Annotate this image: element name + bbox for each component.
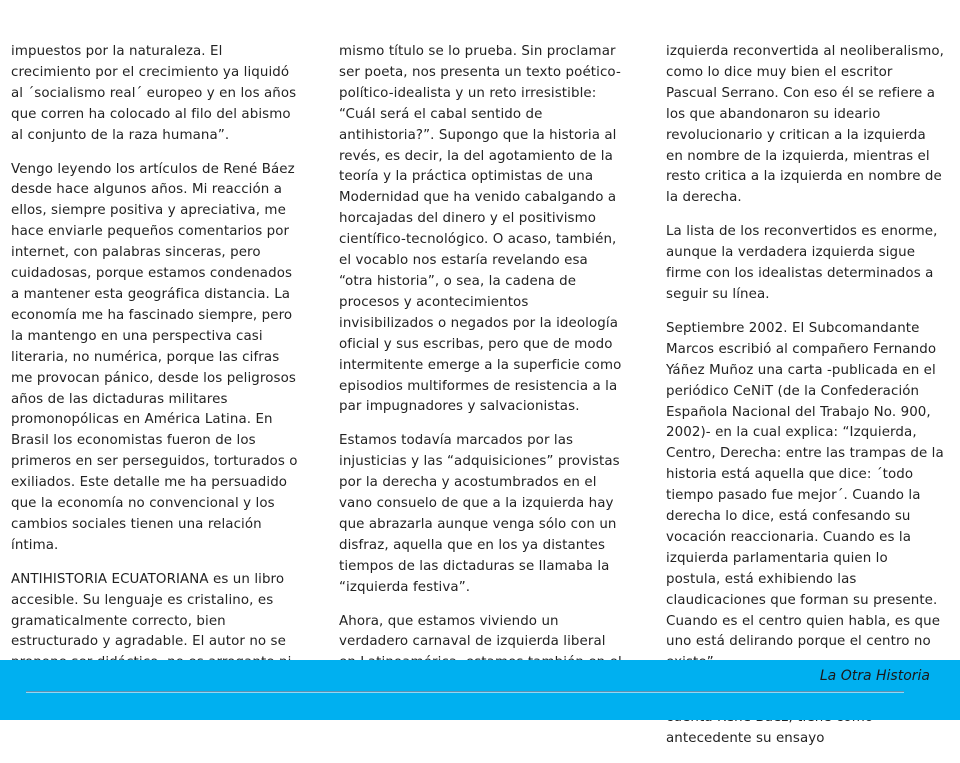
paragraph: ANTIHISTORIA ECUATORIANA es un libro accesible. Su lenguaje es cristalino, es gramaticalmente correcto, bien estructurado y agradable. El autor no se bbox=[11, 571, 286, 650]
paragraph: mismo título se lo prueba. Sin proclamar ser poeta, nos presenta un texto poético-político-idealista y un reto irresistible: “Cuál será el cabal sentido de antihistoria?”. Supongo que la historia al revés, es decir, la del agotamiento de la teoría y la práctica optimistas de una Modernidad que ha venido cabalgando a horcajadas del dinero y el positivismo científico-tecnológico. O acaso, también, el vocablo nos estaría revelando esa “otra historia”, o sea, la cadena de procesos y acontecimientos invisibilizados o negados por la ideología oficial y sus escribas, pero que de modo intermitente emerge a la superficie como episodios multiformes de resistencia a la par impugnadores y salvacionistas. bbox=[339, 44, 622, 415]
paragraph: Vengo leyendo los artículos de René Báez desde hace algunos años. Mi reacción a ellos, siempre positiva y apreciativa, me hace enviarle pequeños comentarios por internet, con palabras sinceras, pero cuidadosas, porque estamos condenados a mantener esta geográfica distancia. La economía me ha fascinado siempre, pero la mantengo en una perspectiva casi literaria, no numérica, porque las cifras me provocan pánico, desde los peligrosos años de las dictaduras militares promonopólicas en América Latina. En Brasil los economistas fueron de los primeros en ser perseguidos, torturados o exiliados. Este detalle me ha persuadido que la economía no convencional y los cambios sociales tienen una relación íntima. bbox=[11, 161, 298, 553]
footer-bar bbox=[0, 660, 960, 720]
text-column-3 bbox=[666, 42, 946, 763]
footer-title: La Otra Historia bbox=[819, 668, 930, 684]
paragraph: La lista de los reconvertidos es enorme, aunque la verdadera izquierda sigue firme con los idealistas determinados a seguir su línea. bbox=[666, 224, 938, 302]
paragraph: Septiembre 2002. El Subcomandante Marcos escribió al compañero Fernando Yáñez Muñoz una carta -publicada en el periódico CeNiT (de la Confederación Española Nacional del Trabajo No. 900, 2002)- en la cual explica: “Izquierda, Centro, Derecha: entre las trampas de la historia está aquella que dice: ´todo tiempo pasado fue mejor´. Cuando la derecha lo dice, está confesando su vocación reaccionaria. Cuando es la izquierda parlamentaria quien lo postula, está exhibiendo las claudicaciones que forman su presente. Cuando es el centro quien habla, es que uno está delirando porque el centro no bbox=[666, 320, 944, 650]
text-column-1 bbox=[11, 42, 301, 708]
paragraph: impuestos por la naturaleza. El crecimiento por el crecimiento ya liquidó al ´socialismo real´ europeo y en los años que corren ha colocado al filo del abismo al conjunto de la raza humana”. bbox=[11, 44, 297, 143]
paragraph: Estamos todavía marcados por las injusticias y las “adquisiciones” provistas por la derecha y acostumbrados en el vano consuelo de que a la izquierda hay que abrazarla aunque venga sólo con un disfraz, aquella que en los ya distantes tiempos de las dictaduras se llamaba la “izquierda festiva”. bbox=[339, 433, 620, 595]
paragraph: antecedente su ensayo bbox=[666, 731, 825, 747]
paragraph: izquierda reconvertida al neoliberalismo, como lo dice muy bien el escritor Pascual Serrano. Con eso él se refiere a los que abandonaron su ideario revolucionario y critican a la izquierda en nombre de la izquierda, mientras el resto critica a la izquierda en nombre de la derecha. bbox=[666, 44, 945, 206]
paragraph: Ahora, que estamos viviendo un verdadero carnaval de izquierda liberal bbox=[339, 613, 606, 650]
text-column-2 bbox=[339, 42, 624, 729]
footer-divider bbox=[26, 691, 904, 693]
